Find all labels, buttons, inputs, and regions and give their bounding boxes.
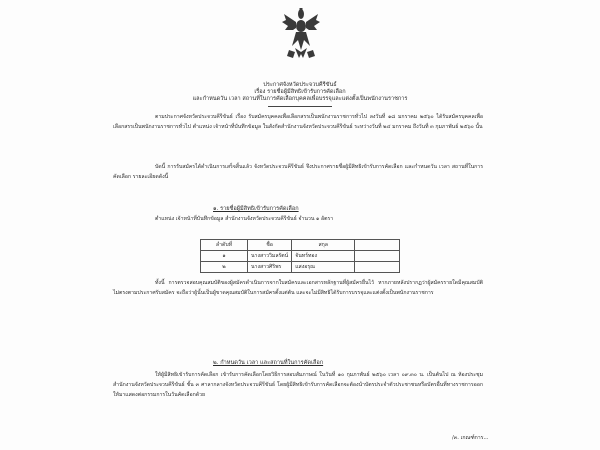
heading-divider <box>268 106 332 107</box>
table-cell: ๑ <box>201 251 248 262</box>
table-header-cell: ชื่อ <box>248 240 292 251</box>
announcement-subject-detail: และกำหนดวัน เวลา สถานที่ในการคัดเลือกบุคคลเพื่อบรรจุและแต่งตั้งเป็นพนักงานราชการ <box>192 96 408 102</box>
announcement-subject: เรื่อง รายชื่อผู้มีสิทธิเข้ารับการคัดเลือก <box>254 89 346 95</box>
table-header-cell: ลำดับที่ <box>201 240 248 251</box>
table-cell <box>355 262 400 273</box>
announcement-heading: ประกาศจังหวัดประจวบคีรีขันธ์ <box>263 82 337 88</box>
table-cell: นางสาววิมลรัตน์ <box>248 251 292 262</box>
paragraph-position: ตำแหน่ง เจ้าหน้าที่บันทึกข้อมูล สำนักงานจังหวัดประจวบคีรีขันธ์ จำนวน ๑ อัตรา <box>155 216 334 222</box>
page-continuation: /๓. เกณฑ์การ... <box>452 435 489 441</box>
table-cell: จันทร์ทอง <box>292 251 355 262</box>
paragraph-reference: ตามประกาศจังหวัดประจวบคีรีขันธ์ เรื่อง รับสมัครบุคคลเพื่อเลือกสรรเป็นพนักงานราชการทั่วไป ลงวันที่ ๑๘ มกราคม ๒๕๖๐ ได้รับสมัครบุคคลเพื่อเลือกสรรเป็นพนักงานราชการทั่วไป ตำแหน่ง เจ้าหน้าที่บันทึกข้อมูล ในสังกัดสำนักงานจังหวัดประจวบคีรีขันธ์ ระหว่างวันที่ ๒๔ มกราคม ถึงวันที่ ๓ กุมภาพันธ์ ๒๕๖๐ นั้น <box>113 114 483 130</box>
paragraph-eligibility-note: ทั้งนี้ การตรวจสอบคุณสมบัติของผู้สมัครดำเนินการจากใบสมัครและเอกสารหลักฐานที่ผู้สมัครยื่นไว้ หากภายหลังปรากฏว่าผู้สมัครรายใดมีคุณสมบัติไม่ตรงตามประกาศรับสมัคร จะถือว่าผู้นั้นเป็นผู้ขาดคุณสมบัติในการสมัครตั้งแต่ต้น และจะไม่มีสิทธิได้รับการบรรจุและแต่งตั้งเป็นพนักงานราชการ <box>113 280 483 296</box>
table-header-row <box>201 240 400 251</box>
table-cell: นางสาวศิริพร <box>248 262 292 273</box>
table-row <box>201 262 400 273</box>
table-cell: แสงอรุณ <box>292 262 355 273</box>
table-header-cell <box>355 240 400 251</box>
table-header-cell: สกุล <box>292 240 355 251</box>
section-heading-candidates: ๑. รายชื่อผู้มีสิทธิเข้ารับการคัดเลือก <box>213 206 299 212</box>
paragraph-schedule: ให้ผู้มีสิทธิเข้ารับการคัดเลือก เข้ารับการคัดเลือกโดยวิธีการสอบสัมภาษณ์ ในวันที่ ๑๐ กุมภาพันธ์ ๒๕๖๐ เวลา ๐๙.๓๐ น. เป็นต้นไป ณ ห้องประชุมสำนักงานจังหวัดประจวบคีรีขันธ์ ชั้น ๓ ศาลากลางจังหวัดประจวบคีรีขันธ์ โดยผู้มีสิทธิเข้ารับการคัดเลือกจะต้องนำบัตรประจำตัวประชาชนหรือบัตรอื่นที่ทางราชการออกให้มาแสดงต่อกรรมการในวันคัดเลือกด้วย <box>113 372 483 398</box>
table-row <box>201 251 400 262</box>
table-cell <box>355 251 400 262</box>
section-heading-schedule: ๒. กำหนดวัน เวลา และสถานที่ในการคัดเลือก <box>213 360 324 366</box>
table-cell: ๒ <box>201 262 248 273</box>
candidate-table <box>200 239 400 273</box>
paragraph-announcement: บัดนี้ การรับสมัครได้ดำเนินการเสร็จสิ้นแล้ว จังหวัดประจวบคีรีขันธ์ จึงประกาศรายชื่อผู้มีสิทธิเข้ารับการคัดเลือก และกำหนดวัน เวลา สถานที่ในการคัดเลือก รายละเอียดดังนี้ <box>113 164 483 180</box>
garuda-emblem-icon <box>281 6 321 62</box>
